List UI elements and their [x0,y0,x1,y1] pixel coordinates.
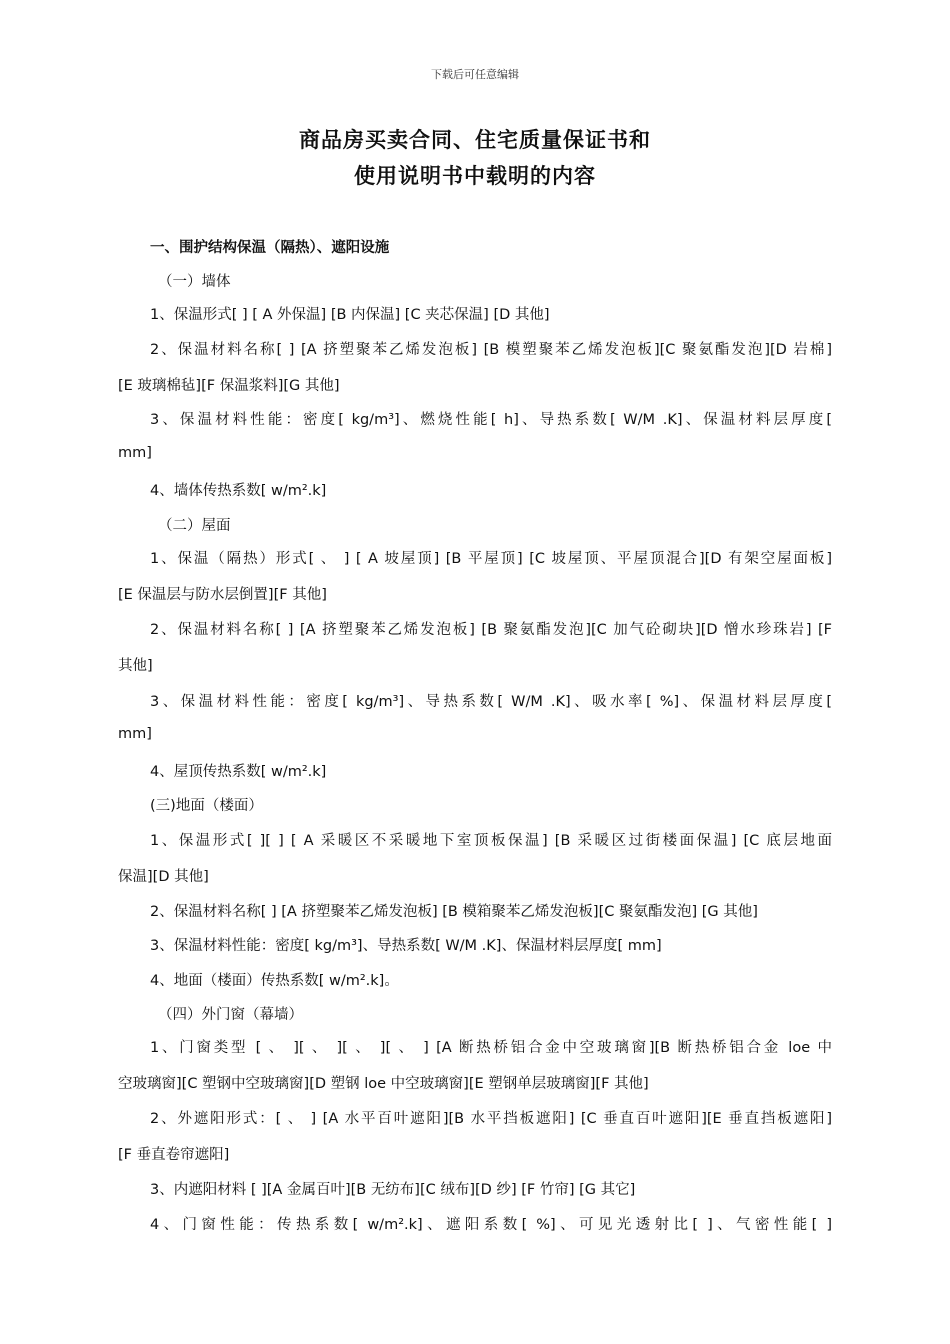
body-line: [E 保温层与防水层倒置][F 其他] [118,587,327,603]
body-line: mm] [118,726,152,742]
body-line: [E 玻璃棉毡][F 保温浆料][G 其他] [118,378,340,394]
document-title-line-1: 商品房买卖合同、住宅质量保证书和 [299,128,651,152]
body-line: 1、保温形式[ ] [ A 外保温] [B 内保温] [C 夹芯保温] [D 其他] [150,307,550,323]
body-line: 2、保温材料名称[ ] [A 挤塑聚苯乙烯发泡板] [B 模塑聚苯乙烯发泡板][C 聚氨酯发泡][D 岩棉] [150,342,832,358]
body-line: 2、外遮阳形式：[ 、 ] [A 水平百叶遮阳][B 水平挡板遮阳] [C 垂直百叶遮阳][E 垂直挡板遮阳] [150,1111,832,1127]
body-line: 1、保温（隔热）形式[ 、 ] [ A 坡屋顶] [B 平屋顶] [C 坡屋顶、平屋顶混合][D 有架空屋面板] [150,551,832,567]
body-line: 4、门窗性能：传热系数[ w/m².k]、遮阳系数[ %]、可见光透射比[ ]、气密性能[ ] [150,1217,832,1233]
body-line: 1、保温形式[ ][ ] [ A 采暖区不采暖地下室顶板保温] [B 采暖区过街楼面保温] [C 底层地面 [150,833,832,849]
body-line: 2、保温材料名称[ ] [A 挤塑聚苯乙烯发泡板] [B 聚氨酯发泡][C 加气砼砌块][D 憎水珍珠岩] [F [150,622,832,638]
body-line: 1、门窗类型 [ 、 ][ 、 ][ 、 ][ 、 ] [A 断热桥铝合金中空玻璃窗][B 断热桥铝合金 loe 中 [150,1040,832,1056]
body-line: （四）外门窗（幕墙） [158,1007,303,1023]
body-line: （二）屋面 [158,518,231,534]
body-line: 4、地面（楼面）传热系数[ w/m².k]。 [150,973,399,989]
document-title-line-2: 使用说明书中载明的内容 [354,164,596,188]
body-line: 3、内遮阳材料 [ ][A 金属百叶][B 无纺布][C 绒布][D 纱] [F 竹帘] [G 其它] [150,1182,636,1198]
body-line: （一）墙体 [158,274,231,290]
body-line: 3、保温材料性能：密度[ kg/m³]、导热系数[ W/M .K]、保温材料层厚度[ mm] [150,938,662,954]
body-line: 4、屋顶传热系数[ w/m².k] [150,764,327,780]
body-line: 3、保温材料性能：密度[ kg/m³]、导热系数[ W/M .K]、吸水率[ %]、保温材料层厚度[ [150,694,832,710]
header-note: 下载后可任意编辑 [431,68,519,81]
body-line: 其他] [118,658,153,674]
body-line: 3、保温材料性能：密度[ kg/m³]、燃烧性能[ h]、导热系数[ W/M .K]、保温材料层厚度[ [150,412,832,428]
body-line: (三)地面（楼面） [150,798,263,814]
body-line: 保温][D 其他] [118,869,209,885]
body-line: 空玻璃窗][C 塑钢中空玻璃窗][D 塑钢 loe 中空玻璃窗][E 塑钢单层玻璃窗][F 其他] [118,1076,649,1092]
body-line: mm] [118,445,152,461]
body-line: 4、墙体传热系数[ w/m².k] [150,483,327,499]
section-heading: 一、围护结构保温（隔热）、遮阳设施 [150,240,390,256]
body-line: [F 垂直卷帘遮阳] [118,1147,230,1163]
body-line: 2、保温材料名称[ ] [A 挤塑聚苯乙烯发泡板] [B 模箱聚苯乙烯发泡板][C 聚氨酯发泡] [G 其他] [150,904,758,920]
